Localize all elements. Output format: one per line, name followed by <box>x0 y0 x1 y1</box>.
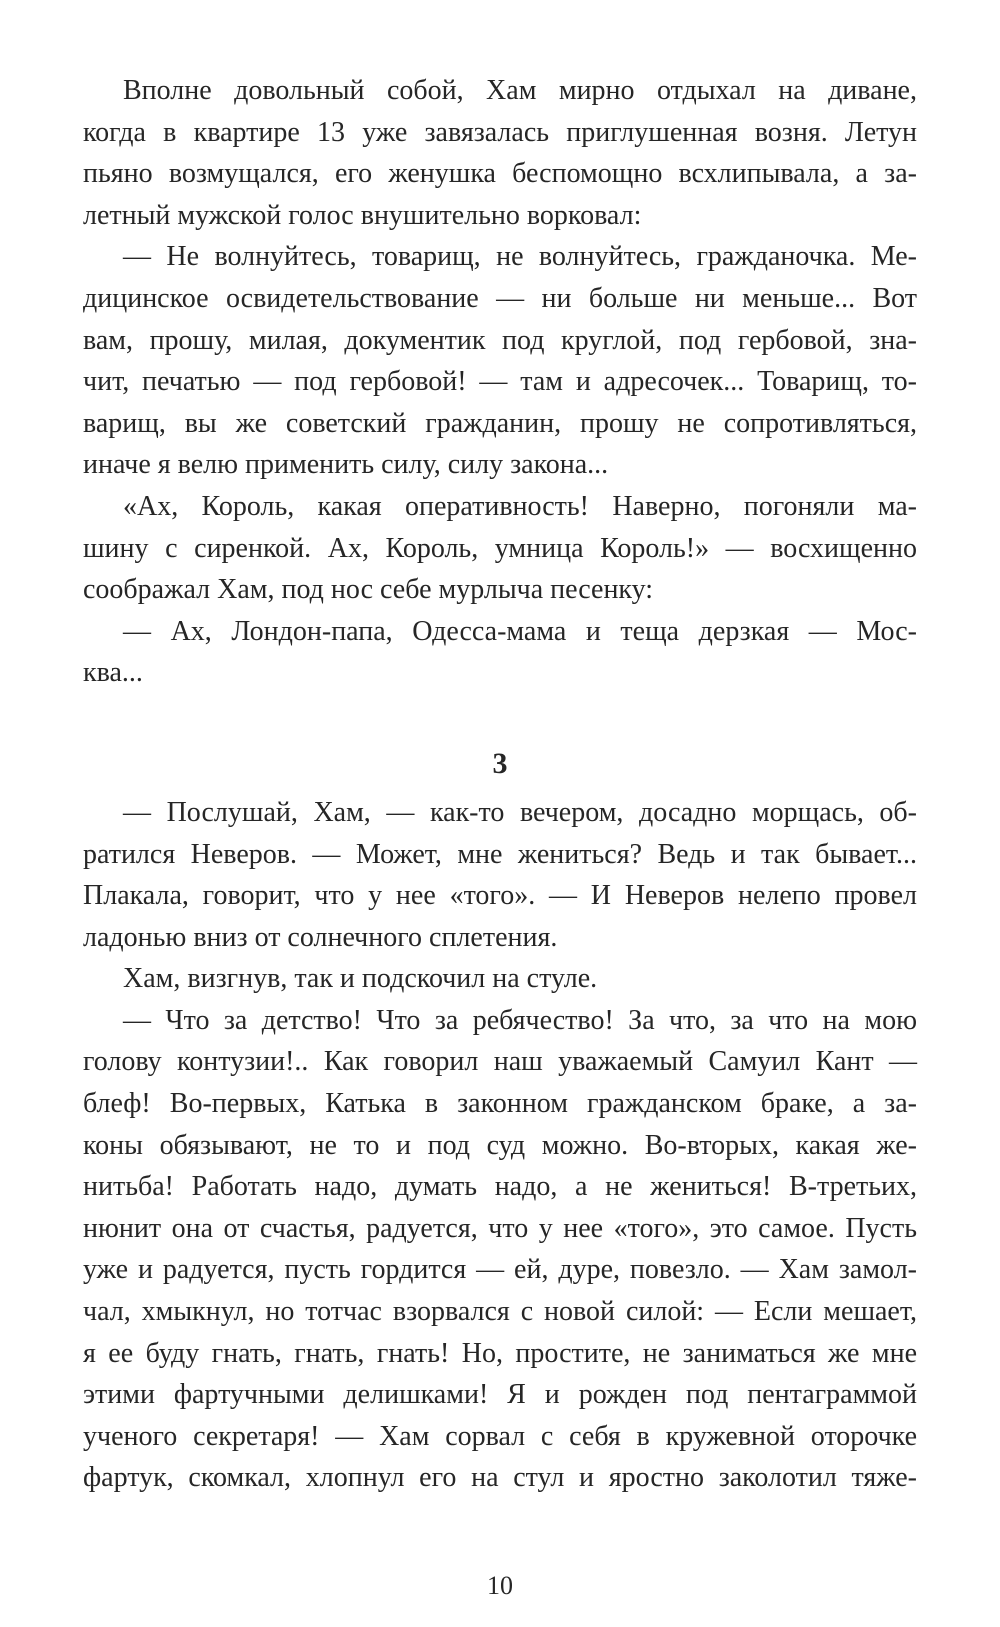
text-line: я ее буду гнать, гнать, гнать! Но, простите, не заниматься же мне <box>83 1337 917 1369</box>
paragraph <box>83 958 917 1000</box>
text-line: — Ах, Лондон-папа, Одесса-мама и теща дерзкая — Мос- <box>123 615 917 647</box>
paragraph <box>83 611 917 694</box>
text-line: варищ, вы же советский гражданин, прошу не сопротивляться, <box>83 407 917 439</box>
text-line: — Что за детство! Что за ребячество! За что, за что на мою <box>123 1004 917 1036</box>
text-line: Хам, визгнув, так и подскочил на стуле. <box>123 963 598 995</box>
text-line: шину с сиренкой. Ах, Король, умница Король!» — восхищенно <box>83 532 917 564</box>
text-line: вам, прошу, милая, документик под круглой, под гербовой, зна- <box>83 324 917 356</box>
text-line: ученого секретаря! — Хам сорвал с себя в кружевной оторочке <box>83 1420 917 1452</box>
text-line: ладонью вниз от солнечного сплетения. <box>83 921 558 953</box>
paragraph <box>83 792 917 958</box>
text-line: — Не волнуйтесь, товарищ, не волнуйтесь, гражданочка. Ме- <box>123 241 917 273</box>
text-line: чал, хмыкнул, но тотчас взорвался с новой силой: — Если мешает, <box>83 1296 917 1328</box>
text-line: — Послушай, Хам, — как-то вечером, досадно морщась, об- <box>123 796 917 828</box>
text-line: блеф! Во-первых, Катька в законном гражданском браке, а за- <box>83 1088 917 1120</box>
paragraph <box>83 236 917 486</box>
body-text <box>83 70 917 1499</box>
text-line: Вполне довольный собой, Хам мирно отдыхал на диване, <box>123 75 917 106</box>
text-line: Плакала, говорит, что у нее «того». — И Неверов нелепо провел <box>83 880 917 912</box>
text-line: нитьба! Работать надо, думать надо, а не жениться! В-третьих, <box>83 1171 917 1203</box>
text-line: нюнит она от счастья, радуется, что у нее «того», это самое. Пусть <box>83 1212 917 1244</box>
paragraph <box>83 70 917 236</box>
chapter-number: 3 <box>492 746 508 780</box>
text-line: когда в квартире 13 уже завязалась приглушенная возня. Летун <box>83 116 917 148</box>
text-line: уже и радуется, пусть гордится — ей, дуре, повезло. — Хам замол- <box>83 1254 917 1286</box>
text-line: соображал Хам, под нос себе мурлыча песенку: <box>83 574 654 606</box>
paragraph <box>83 486 917 611</box>
chapter-spacer <box>83 694 917 736</box>
text-line: ратился Неверов. — Может, мне жениться? Ведь и так бывает... <box>83 838 917 870</box>
text-line: этими фартучными делишками! Я и рожден под пентаграммой <box>83 1379 917 1411</box>
text-line: коны обязывают, не то и под суд можно. Во-вторых, какая же- <box>83 1129 917 1161</box>
text-line: голову контузии!.. Как говорил наш уважаемый Самуил Кант — <box>83 1046 917 1078</box>
text-line: летный мужской голос внушительно ворковал: <box>83 199 642 231</box>
paragraph <box>83 1000 917 1499</box>
text-line: чит, печатью — под гербовой! — там и адресочек... Товарищ, то- <box>83 366 917 398</box>
text-line: «Ах, Король, какая оперативность! Наверно, погоняли ма- <box>123 490 917 522</box>
text-line: фартук, скомкал, хлопнул его на стул и яростно заколотил тяже- <box>83 1462 917 1494</box>
text-line: ква... <box>83 657 143 689</box>
page-number: 10 <box>487 1571 513 1600</box>
text-line: дицинское освидетельствование — ни больше ни меньше... Вот <box>83 282 917 314</box>
text-line: иначе я велю применить силу, силу закона... <box>83 449 609 481</box>
text-line: пьяно возмущался, его женушка беспомощно всхлипывала, а за- <box>83 158 917 190</box>
